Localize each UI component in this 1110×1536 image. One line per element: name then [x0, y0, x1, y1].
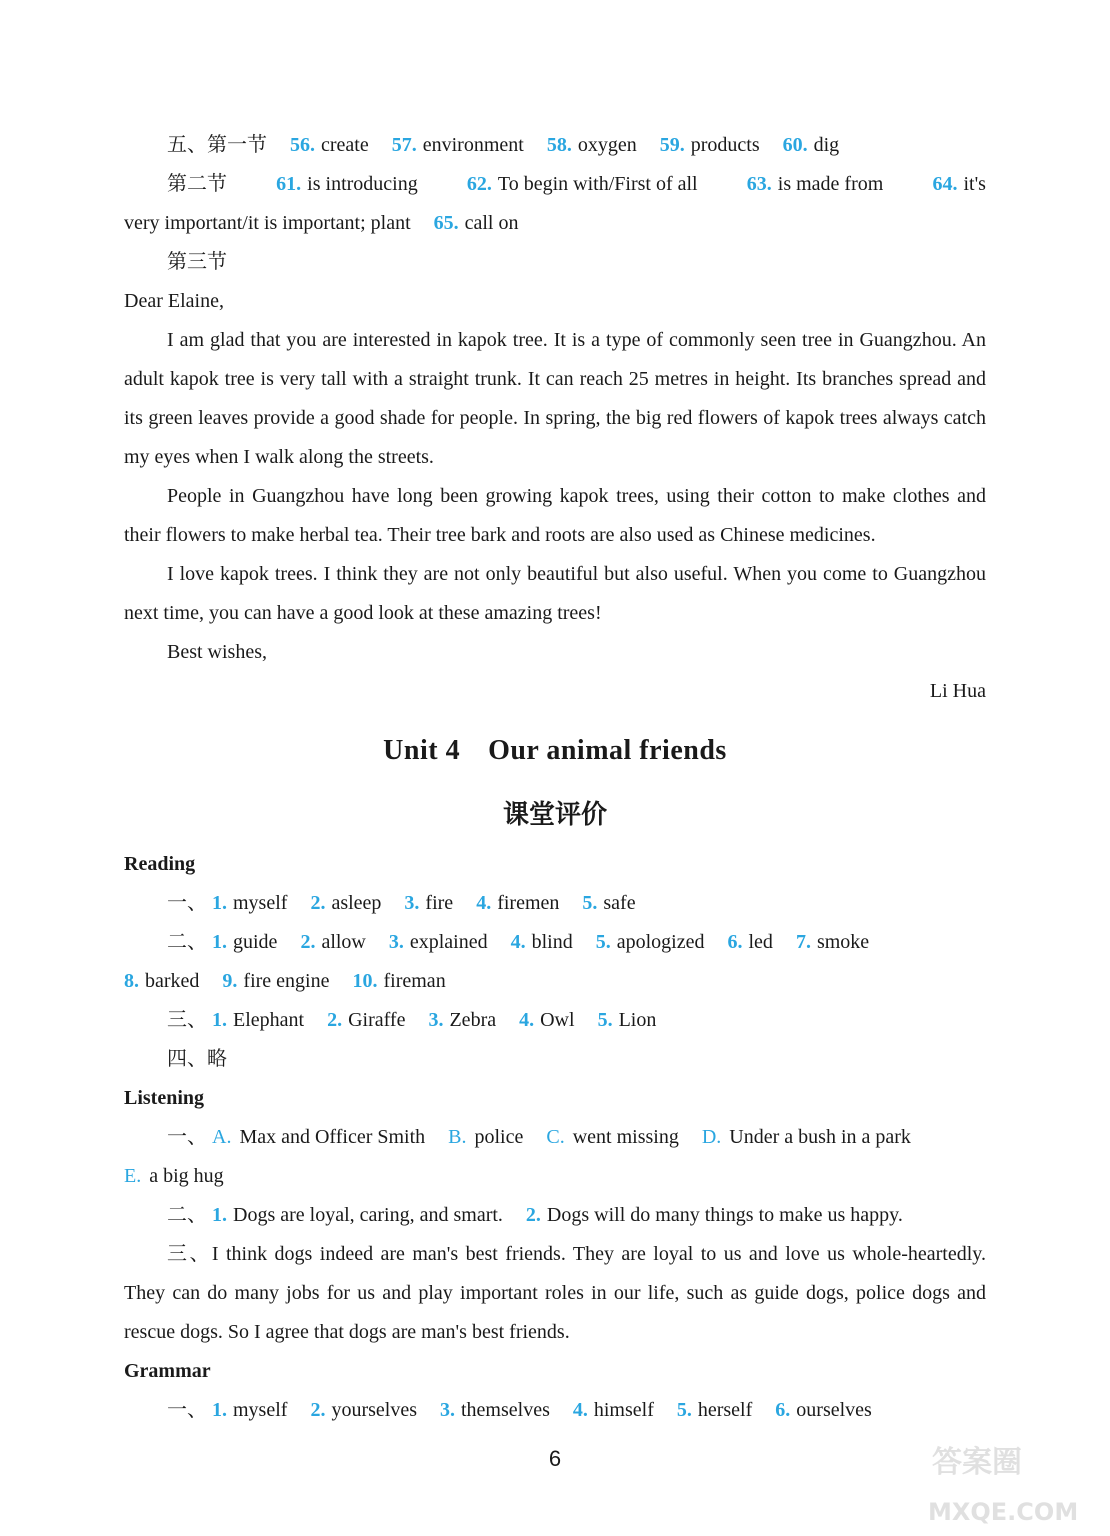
answer-text: very important/it is important; plant [124, 212, 411, 234]
answer-letter: B. [448, 1126, 467, 1148]
reading-q4: 四、略 [167, 1048, 227, 1070]
answer-number: 6. [775, 1399, 791, 1421]
letter-signature: Li Hua [929, 680, 986, 702]
answer-text: Zebra [449, 1009, 497, 1031]
listening-heading: Listening [124, 1087, 205, 1109]
answer-text: safe [603, 892, 636, 914]
question-label: 三、 [167, 1009, 207, 1031]
question-label: 一、 [167, 1399, 207, 1421]
part5-section2 [124, 165, 986, 204]
answer-text: call on [464, 212, 519, 234]
letter-paragraph: People in Guangzhou have long been growing kapok trees, using their cotton to make clothes and their flowers to make herbal tea. Their tree bark and roots are also used as Chinese medicines. [124, 485, 986, 546]
answer-number: 61. [276, 173, 302, 195]
section2-label: 第二节 [167, 173, 227, 195]
answer-number: 1. [212, 892, 227, 914]
listening-q1-cont [124, 1157, 986, 1196]
answer-number: 5. [676, 1399, 692, 1421]
answer-number: 2. [327, 1009, 343, 1031]
answer-text: To begin with/First of all [497, 173, 698, 195]
answer-number: 4. [572, 1399, 588, 1421]
listening-q1 [124, 1118, 986, 1157]
answer-number: 1. [212, 1009, 227, 1031]
answer-text: myself [233, 892, 288, 914]
unit-name: Our animal friends [488, 735, 727, 766]
answer-text: blind [531, 931, 573, 953]
answer-text: Elephant [233, 1009, 305, 1031]
answer-text: environment [422, 134, 524, 156]
answer-number: 65. [433, 212, 459, 234]
answer-number: 2. [525, 1204, 541, 1226]
question-label: 一、 [167, 1126, 207, 1148]
answer-text: guide [233, 931, 278, 953]
answer-page [124, 126, 986, 1430]
reading-q1 [124, 884, 986, 923]
answer-number: 64. [932, 173, 958, 195]
answer-number: 5. [582, 892, 598, 914]
answer-text: Dogs will do many things to make us happy. [546, 1204, 903, 1226]
reading-q2 [124, 923, 986, 962]
answer-number: 3. [428, 1009, 444, 1031]
answer-text: apologized [616, 931, 705, 953]
unit-title [124, 731, 986, 771]
answer-number: 2. [300, 931, 316, 953]
answer-letter: E. [124, 1165, 142, 1187]
part5-label: 五、第一节 [167, 134, 267, 156]
answer-number: 4. [476, 892, 492, 914]
answer-number: 9. [222, 970, 238, 992]
unit-label: Unit 4 [383, 735, 461, 766]
answer-number: 5. [595, 931, 611, 953]
answer-number: 1. [212, 931, 227, 953]
answer-number: 58. [546, 134, 572, 156]
answer-text: fire [425, 892, 454, 914]
answer-number: 1. [212, 1399, 227, 1421]
answer-text: yourselves [331, 1399, 417, 1421]
answer-number: 2. [310, 892, 326, 914]
answer-text: it's [963, 173, 986, 195]
letter-paragraph: I love kapok trees. I think they are not only beautiful but also useful. When you come to Guangzhou next time, you can have a good look at these amazing trees! [124, 563, 986, 624]
answer-text: oxygen [577, 134, 637, 156]
watermark-bottom-text: MXQE.COM [928, 1498, 1079, 1526]
answer-text: ourselves [796, 1399, 872, 1421]
answer-text: products [690, 134, 760, 156]
answer-number: 3. [404, 892, 420, 914]
answer-text: is introducing [307, 173, 418, 195]
answer-text: led [748, 931, 773, 953]
answer-text: a big hug [149, 1165, 224, 1187]
reading-heading: Reading [124, 853, 196, 875]
reading-q3 [124, 1001, 986, 1040]
answer-number: 56. [290, 134, 315, 156]
answer-text: asleep [331, 892, 382, 914]
listening-q2 [124, 1196, 986, 1235]
answer-number: 60. [782, 134, 808, 156]
letter-salutation: Dear Elaine, [124, 290, 224, 312]
answer-text: is made from [777, 173, 884, 195]
answer-text: create [321, 134, 369, 156]
answer-text: firemen [497, 892, 560, 914]
answer-number: 1. [212, 1204, 227, 1226]
answer-number: 3. [439, 1399, 455, 1421]
answer-number: 5. [597, 1009, 613, 1031]
answer-text: Dogs are loyal, caring, and smart. [233, 1204, 503, 1226]
question-label: 二、 [167, 931, 207, 953]
section3-label: 第三节 [167, 251, 227, 273]
part5-section2-cont [124, 204, 986, 243]
answer-number: 3. [388, 931, 404, 953]
answer-number: 57. [391, 134, 417, 156]
answer-letter: C. [546, 1126, 565, 1148]
answer-text: dig [813, 134, 840, 156]
answer-text: Lion [618, 1009, 657, 1031]
answer-text: fireman [383, 970, 446, 992]
page-number: 6 [548, 1446, 562, 1471]
answer-number: 10. [352, 970, 378, 992]
answer-number: 7. [795, 931, 811, 953]
letter-closing: Best wishes, [167, 641, 267, 663]
question-label: 一、 [167, 892, 207, 914]
answer-text: myself [233, 1399, 288, 1421]
answer-text: allow [321, 931, 366, 953]
part5-section1 [124, 126, 986, 165]
answer-text: themselves [460, 1399, 550, 1421]
listening-q3: 三、I think dogs indeed are man's best friends. They are loyal to us and love us whole-heartedly. They can do many jobs for us and play important roles in our life, such as guide dogs, police dogs and rescue dogs. So I agree that dogs are man's best friends. [124, 1243, 986, 1343]
answer-letter: A. [212, 1126, 232, 1148]
answer-text: Giraffe [348, 1009, 406, 1031]
letter-paragraph: I am glad that you are interested in kapok tree. It is a type of commonly seen tree in Guangzhou. An adult kapok tree is very tall with a straight trunk. It can reach 25 metres in height. Its branches spread and its green leaves provide a good shade for people. In spring, the big red flowers of kapok trees always catch my eyes when I walk along the streets. [124, 329, 986, 468]
question-label: 二、 [167, 1204, 207, 1226]
grammar-heading: Grammar [124, 1360, 211, 1382]
watermark-logo [922, 1432, 1102, 1532]
answer-text: fire engine [243, 970, 330, 992]
answer-number: 2. [310, 1399, 326, 1421]
answer-text: went missing [572, 1126, 679, 1148]
answer-text: smoke [816, 931, 870, 953]
answer-number: 4. [510, 931, 526, 953]
answer-number: 63. [746, 173, 772, 195]
answer-number: 6. [727, 931, 743, 953]
answer-text: Max and Officer Smith [239, 1126, 426, 1148]
reading-q2-cont [124, 962, 986, 1001]
answer-text: Owl [540, 1009, 575, 1031]
answer-text: Under a bush in a park [729, 1126, 911, 1148]
answer-letter: D. [701, 1126, 722, 1148]
answer-text: police [474, 1126, 524, 1148]
watermark-top-text: 答案圈 [932, 1445, 1022, 1480]
answer-text: herself [697, 1399, 753, 1421]
answer-text: explained [409, 931, 488, 953]
answer-number: 59. [659, 134, 685, 156]
answer-number: 8. [124, 970, 139, 992]
answer-text: barked [145, 970, 200, 992]
answer-number: 62. [466, 173, 492, 195]
grammar-q1 [124, 1391, 986, 1430]
answer-text: himself [593, 1399, 654, 1421]
section-subtitle: 课堂评价 [502, 800, 607, 830]
answer-number: 4. [519, 1009, 535, 1031]
